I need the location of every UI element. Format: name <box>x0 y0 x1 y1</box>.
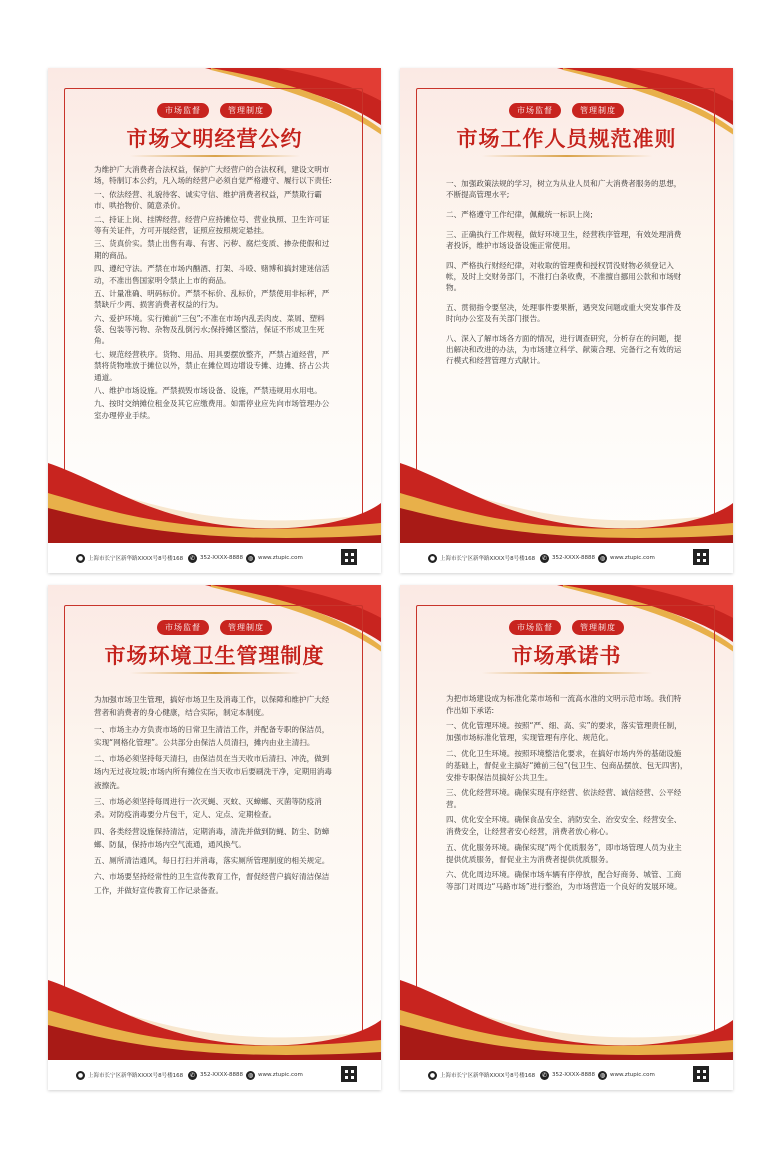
paragraph: 三、正确执行工作规程，做好环境卫生，经营秩序管理，有效处理消费者投诉，维护市场设备设施正常使用。 <box>446 230 682 250</box>
poster-footer <box>400 1060 733 1090</box>
poster-footer <box>48 1060 381 1090</box>
footer-phone <box>188 1071 243 1080</box>
red-ribbon-bottom-decoration <box>48 970 381 1060</box>
poster-footer <box>48 543 381 573</box>
phone-text: 352-XXXX-8888 <box>200 1072 243 1078</box>
paragraph: 七、规范经营秩序。货物、用品、用具要摆放整齐，严禁占道经营，严禁将货物堆放于摊位以外，禁止在摊位周边增设专摊、边摊、挤占公共通道。 <box>94 349 330 382</box>
globe-icon: ◍ <box>599 554 606 562</box>
paragraph: 八、深入了解市场各方面的情况，进行调查研究，分析存在的问题，提出解决和改进的办法，为市场建立科学、献策合理、完备行之有效的运行模式和经营管理方式献计。 <box>446 334 682 365</box>
qr-code-icon <box>693 549 709 565</box>
paragraph: 一、依法经营、礼貌待客、诚实守信、维护消费者权益，严禁欺行霸市、哄抬物价、随意杀价。 <box>94 189 322 211</box>
poster-body <box>446 693 688 896</box>
paragraph: 为加强市场卫生管理，搞好市场卫生及消毒工作，以保障和维护广大经营者和消费者的身心健康，结合实际，制定本制度。 <box>94 695 330 718</box>
address-text: 上海市长宁区新华路XXXX号8号楼168 <box>440 556 536 562</box>
poster-tags <box>400 615 733 635</box>
paragraph: 一、加强政策法规的学习，树立为从业人员和广大消费者服务的思想，不断提高管理水平; <box>446 179 682 199</box>
location-pin-icon: ● <box>429 554 436 562</box>
paragraph: 六、爱护环境。实行摊前“三包”;不准在市场内乱丢肉皮、菜屑、塑料袋、包装等污物、杂物及乱倒污水;保持摊区整洁，保证不形成卫生死角。 <box>94 313 325 346</box>
poster-tags <box>400 98 733 118</box>
poster-sanitation-management <box>48 585 381 1090</box>
paragraph: 二、市场必须坚持每天清扫，由保洁员在当天收市后清扫、冲洗，做到场内无过夜垃圾;市场内所有摊位在当天收市后要刷洗干净，定期用消毒液擦洗。 <box>94 754 332 790</box>
paragraph: 九、按时交纳摊位租金及其它应缴费用。如需停业应先向市场管理办公室办理停业手续。 <box>94 399 330 420</box>
footer-phone <box>188 554 243 563</box>
paragraph: 四、严格执行财经纪律，对收取的管理费和授权罚没财物必须登记入帐，及时上交财务部门，不准打白条收费，不准擅自挪用公款和市场财物。 <box>446 261 682 292</box>
poster-civilized-operation-convention <box>48 68 381 573</box>
tag-market-supervision: 市场监督 <box>157 620 209 635</box>
globe-icon: ◍ <box>247 1071 254 1079</box>
title-underline <box>482 155 652 157</box>
phone-icon: ✆ <box>189 1071 196 1079</box>
tag-management-system: 管理制度 <box>572 103 624 118</box>
poster-title: 市场环境卫生管理制度 <box>104 643 325 668</box>
qr-code-icon <box>341 1066 357 1082</box>
phone-icon: ✆ <box>189 554 196 562</box>
location-pin-icon: ● <box>77 1071 84 1079</box>
paragraph: 五、厕所清洁通风，每日打扫并消毒，落实厕所管理制度的相关规定。 <box>94 856 330 866</box>
tag-market-supervision: 市场监督 <box>509 103 561 118</box>
website-text: www.ztupic.com <box>610 1072 655 1078</box>
paragraph: 四、优化安全环境。确保食品安全、消防安全、治安安全、经营安全、消费安全，让经营者安心经营，消费者放心称心。 <box>446 815 682 837</box>
phone-text: 352-XXXX-8888 <box>552 555 595 561</box>
paragraph: 一、优化管理环境。按照“严、细、高、实”的要求，落实管理责任制，加强市场标准化管理，实现管理有序化、规范化。 <box>446 721 682 743</box>
title-underline <box>130 672 300 674</box>
title-underline <box>482 672 652 674</box>
globe-icon: ◍ <box>599 1071 606 1079</box>
poster-title: 市场文明经营公约 <box>126 126 303 151</box>
tag-market-supervision: 市场监督 <box>509 620 561 635</box>
qr-code-icon <box>693 1066 709 1082</box>
address-text: 上海市长宁区新华路XXXX号8号楼168 <box>88 556 184 562</box>
phone-icon: ✆ <box>541 1071 548 1079</box>
poster-tags <box>48 98 381 118</box>
paragraph: 为把市场建设成为标准化菜市场和一流高水准的文明示范市场。我们特作出如下承诺: <box>446 694 682 716</box>
paragraph: 三、货真价实。禁止出售有毒、有害、污秽、腐烂变质、掺杂使假和过期的商品。 <box>94 239 330 260</box>
paragraph: 五、计量准确、明码标价。严禁不标价、乱标价，严禁使用非标秤，严禁缺斤少两、损害消费者权益的行为。 <box>94 288 330 310</box>
paragraph: 二、优化卫生环境。按照环境整洁化要求，在搞好市场内外的基础设施的基础上，督促业主搞好“摊前三包”(包卫生、包商品摆放、包无四害)，安排专职保洁员搞好公共卫生。 <box>446 748 688 782</box>
paragraph: 一、市场主办方负责市场的日常卫生清洁工作，并配备专职的保洁员，实现“网格化管理”。公共部分由保洁人员清扫，摊内由业主清扫。 <box>94 724 330 747</box>
phone-text: 352-XXXX-8888 <box>552 1072 595 1078</box>
poster-body <box>94 693 336 900</box>
paragraph: 六、市场要坚持经常性的卫生宣传教育工作，督促经营户搞好清洁保洁工作，并做好宣传教育工作记录备查。 <box>94 872 330 895</box>
poster-footer <box>400 543 733 573</box>
footer-phone <box>540 554 595 563</box>
paragraph: 六、优化周边环境。确保市场车辆有序停放，配合好商务、城管、工商等部门对周边“马路市场”进行整治，为市场营造一个良好的发展环境。 <box>446 869 682 891</box>
footer-website <box>246 554 303 563</box>
footer-address <box>76 554 183 563</box>
paragraph: 五、优化服务环境。确保实现“两个优质服务”，即市场管理人员为业主提供优质服务，督促业主为消费者提供优质服务。 <box>446 842 682 864</box>
poster-body <box>94 164 336 423</box>
red-ribbon-bottom-decoration <box>48 453 381 543</box>
poster-title: 市场承诺书 <box>511 643 622 668</box>
location-pin-icon: ● <box>429 1071 436 1079</box>
paragraph: 二、持证上岗、挂牌经营。经营户应持摊位号、营业执照、卫生许可证等有关证件，方可开展经营，证照应按照规定悬挂。 <box>94 214 330 235</box>
footer-address <box>428 554 535 563</box>
red-ribbon-bottom-decoration <box>400 453 733 543</box>
poster-staff-code-of-conduct <box>400 68 733 573</box>
phone-icon: ✆ <box>541 554 548 562</box>
address-text: 上海市长宁区新华路XXXX号8号楼168 <box>440 1073 536 1079</box>
paragraph: 为维护广大消费者合法权益，保护广大经营户的合法权利，建设文明市场，特制订本公约，凡入场的经营户必须自觉严格遵守、履行以下责任: <box>94 165 332 186</box>
tag-management-system: 管理制度 <box>220 103 272 118</box>
paragraph: 二、严格遵守工作纪律，佩戴统一标识上岗; <box>446 210 593 219</box>
website-text: www.ztupic.com <box>258 1072 303 1078</box>
paragraph: 五、贯彻指令要坚决，处理事件要果断，遇突发问题或重大突发事件及时向办公室及有关部门报告。 <box>446 303 682 323</box>
paragraph: 八、维护市场设施。严禁损毁市场设备、设施，严禁违规用水用电。 <box>94 386 322 396</box>
footer-address <box>428 1071 535 1080</box>
website-text: www.ztupic.com <box>258 555 303 561</box>
website-text: www.ztupic.com <box>610 555 655 561</box>
paragraph: 三、优化经营环境。确保实现有序经营、依法经营、诚信经营、公平经营。 <box>446 787 682 810</box>
phone-text: 352-XXXX-8888 <box>200 555 243 561</box>
footer-website <box>598 1071 655 1080</box>
footer-address <box>76 1071 183 1080</box>
poster-body <box>446 178 688 375</box>
globe-icon: ◍ <box>247 554 254 562</box>
tag-management-system: 管理制度 <box>220 620 272 635</box>
poster-market-pledge <box>400 585 733 1090</box>
paragraph: 四、遵纪守法。严禁在市场内酗酒、打架、斗殴、赌博和搞封建迷信活动，不准出售国家明令禁止上市的商品。 <box>94 264 330 285</box>
qr-code-icon <box>341 549 357 565</box>
location-pin-icon: ● <box>77 554 84 562</box>
red-ribbon-bottom-decoration <box>400 970 733 1060</box>
paragraph: 三、市场必须坚持每周进行一次灭蝇、灭蚊、灭蟑螂、灭菌等防疫消杀。对防疫消毒要分片包干，定人、定点、定期检查。 <box>94 796 322 820</box>
footer-website <box>246 1071 303 1080</box>
address-text: 上海市长宁区新华路XXXX号8号楼168 <box>88 1073 184 1079</box>
title-underline <box>130 155 300 157</box>
tag-market-supervision: 市场监督 <box>157 103 209 118</box>
poster-title: 市场工作人员规范准则 <box>456 126 677 151</box>
poster-tags <box>48 615 381 635</box>
paragraph: 四、各类经营设施保持清洁，定期消毒，清洗并做到防蝇、防尘、防蟑螂、防鼠，保持市场内空气流通，通风换气。 <box>94 826 330 849</box>
footer-website <box>598 554 655 563</box>
tag-management-system: 管理制度 <box>572 620 624 635</box>
footer-phone <box>540 1071 595 1080</box>
